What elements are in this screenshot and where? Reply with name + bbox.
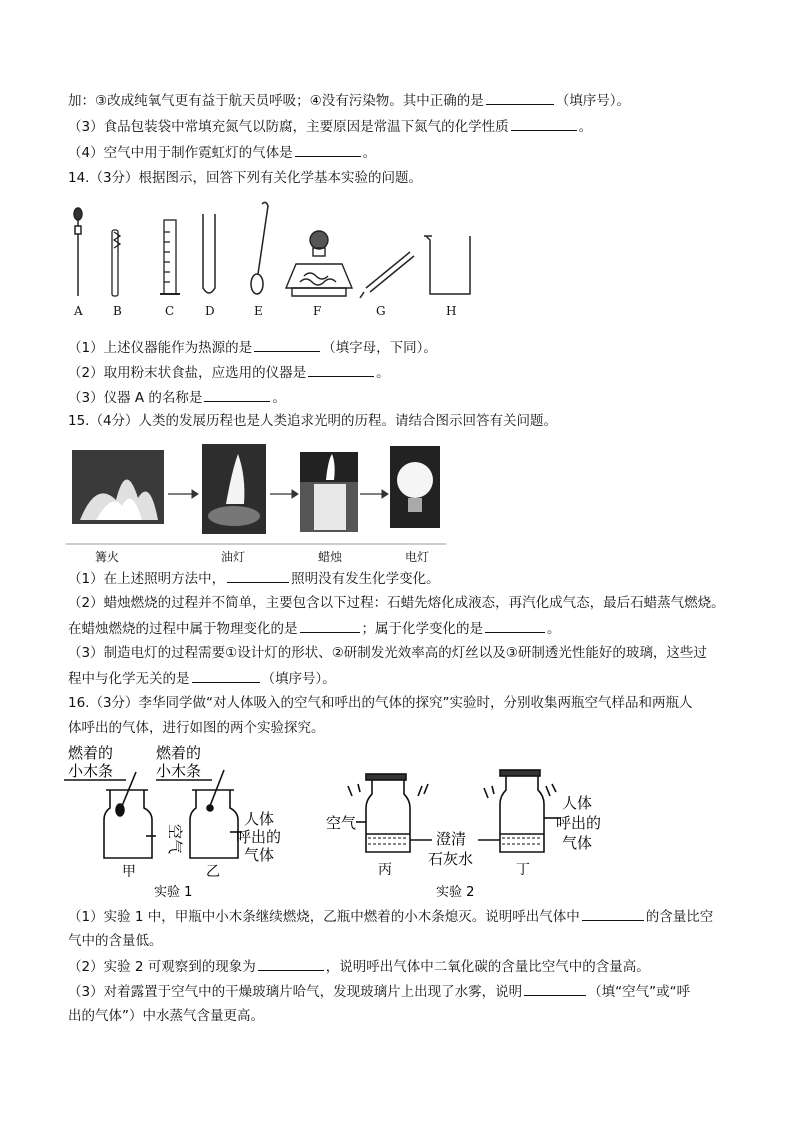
q14-part3 [68,387,286,408]
candle-image [300,452,358,532]
q16-p3-end: （填“空气”或“呼 [588,984,691,1000]
label-h: H [446,304,457,318]
label-jar-bing: 丙 [378,862,392,878]
label-human-breath-1: 人体 [244,810,275,828]
q14-p2-end: 。 [376,365,390,381]
arrow-right-icon [168,490,198,498]
label-limewater-2: 石灰水 [428,850,474,868]
q13-text-end: （填序号）。 [555,93,630,109]
label-burning-stick-2b: 小木条 [156,762,202,780]
q15-stem: 15.（4分）人类的发展历程也是人类追求光明的历程。请结合图示回答有关问题。 [68,413,558,429]
q13-part3 [68,116,592,137]
q14-p1-text: （1）上述仪器能作为热源的是 [68,340,253,356]
q15-part2b [68,618,561,639]
label-experiment-2: 实验 2 [436,885,475,900]
q15-p2b-end: 。 [547,621,561,637]
answer-blank[interactable] [524,981,586,996]
answer-blank[interactable] [295,142,361,157]
caption-electric-lamp: 电灯 [405,550,430,564]
graduated-cylinder-icon [160,220,180,294]
answer-blank[interactable] [582,906,644,921]
q16-p2-end: ，说明呼出气体中二氧化碳的含量比空气中的含量高。 [325,959,650,975]
label-jar-yi: 乙 [206,864,220,880]
q16-stem-b: 体呼出的气体，进行如图的两个实验探究。 [68,720,325,736]
q14-p3-end: 。 [272,390,286,406]
breath-experiment-figure [60,740,620,900]
answer-blank[interactable] [308,362,374,377]
q14-p2-text: （2）取用粉末状食盐，应选用的仪器是 [68,365,307,381]
q16-part3 [68,981,690,1002]
q13-line-continued [68,90,630,111]
q16-part3b: 出的气体”）中水蒸气含量更高。 [68,1008,264,1024]
light-bulb-image [390,446,440,528]
label-human-breath-b2: 呼出的 [556,814,602,832]
label-d: D [205,304,215,318]
jar-yi [190,770,238,858]
q15-p1-end: 照明没有发生化学变化。 [291,571,440,587]
q16-p2-text: （2）实验 2 可观察到的现象为 [68,959,256,975]
label-b: B [113,304,122,318]
q15-part2a: （2）蜡烛燃烧的过程并不简单，主要包含以下过程：石蜡先熔化成液态，再汽化成气态，最后石蜡蒸气燃烧。 [68,595,725,611]
q14-p1-end: （填字母，下同）。 [322,340,437,356]
oil-lamp-image [202,444,266,534]
beaker-icon [424,236,470,294]
q14-part1 [68,337,437,358]
label-burning-stick-2: 燃着的 [156,744,202,762]
label-e: E [254,304,263,318]
label-g: G [376,304,386,318]
q13-p3-end: 。 [578,119,593,135]
lab-instruments-figure [64,196,504,322]
q13-p4-end: 。 [362,145,377,161]
caption-bonfire: 篝火 [95,550,120,564]
answer-blank[interactable] [486,90,554,105]
answer-blank[interactable] [254,337,320,352]
medicine-spoon-icon [251,202,268,294]
bonfire-image [72,450,164,524]
answer-blank[interactable] [192,668,260,683]
test-tube-icon [203,214,215,293]
q15-p3b-end: （填序号）。 [261,671,336,687]
label-human-breath-3: 气体 [244,846,275,864]
label-human-breath-2: 呼出的 [236,828,282,846]
answer-blank[interactable] [204,387,270,402]
q15-part3a: （3）制造电灯的过程需要①设计灯的形状、②研制发光效率高的灯丝以及③研制透光性能好的玻璃，这些过 [68,645,707,661]
q16-part1 [68,906,713,927]
q16-p1-text: （1）实验 1 中，甲瓶中小木条继续燃烧，乙瓶中燃着的小木条熄灭。说明呼出气体中 [68,909,580,925]
label-air-vertical: 空气 [166,824,184,855]
q13-p3-text: （3）食品包装袋中常填充氮气以防腐，主要原因是常温下氮气的化学性质 [68,119,509,135]
answer-blank[interactable] [258,956,324,971]
arrow-right-icon [270,490,298,498]
label-burning-stick-1b: 小木条 [68,762,114,780]
label-c: C [165,304,175,318]
label-jar-jia: 甲 [122,864,136,880]
q16-part2 [68,956,650,977]
q16-p3-text: （3）对着露置于空气中的干燥玻璃片哈气，发现玻璃片上出现了水雾，说明 [68,984,523,1000]
label-burning-stick-1: 燃着的 [68,744,114,762]
answer-blank[interactable] [485,618,545,633]
answer-blank[interactable] [511,116,577,131]
q15-part1 [68,568,440,589]
q14-p3-text: （3）仪器 A 的名称是 [68,390,203,406]
label-experiment-1: 实验 1 [154,885,193,900]
label-human-breath-b3: 气体 [562,834,593,852]
label-air: 空气 [326,814,357,832]
q15-part3b [68,668,336,689]
label-f: F [313,304,322,318]
q15-p3b-text: 程中与化学无关的是 [68,671,190,687]
q15-p1-text: （1）在上述照明方法中， [68,571,226,587]
arrow-right-icon [360,490,388,498]
alcohol-lamp-icon [286,231,352,296]
caption-candle: 蜡烛 [318,550,343,564]
dropper-icon [74,208,82,296]
label-human-breath-b1: 人体 [562,794,593,812]
q16-p1-end: 的含量比空 [645,909,714,925]
answer-blank[interactable] [300,618,360,633]
q14-stem: 14.（3分）根据图示，回答下列有关化学基本实验的问题。 [68,170,423,186]
lighting-history-figure [66,440,446,548]
q15-p2b-mid: ；属于化学变化的是 [361,621,483,637]
q14-part2 [68,362,390,383]
q16-stem-a: 16.（3分）李华同学做“对人体吸入的空气和呼出的气体的探究”实验时，分别收集两瓶空气样品和两瓶人 [68,695,693,711]
jar-jia [104,772,152,858]
q13-part4 [68,142,376,163]
q16-part1b: 气中的含量低。 [68,933,163,949]
label-limewater-1: 澄清 [436,830,467,848]
label-a: A [74,304,83,318]
q15-p2b-text: 在蜡烛燃烧的过程中属于物理变化的是 [68,621,298,637]
caption-oil-lamp: 油灯 [221,550,246,564]
tweezers-icon [360,252,414,298]
q13-p4-text: （4）空气中用于制作霓虹灯的气体是 [68,145,293,161]
answer-blank[interactable] [227,568,289,583]
q13-text: 加：③改成纯氧气更有益于航天员呼吸；④没有污染物。其中正确的是 [68,93,484,109]
test-tube-holder-icon [112,230,120,296]
label-jar-ding: 丁 [516,862,530,878]
